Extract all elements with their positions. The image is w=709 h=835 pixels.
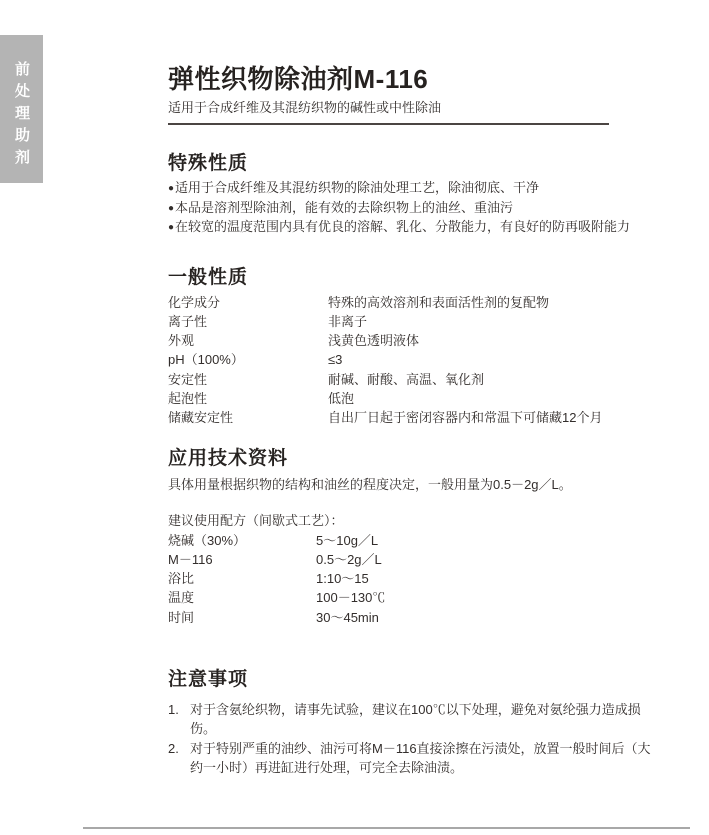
bullet-list (168, 179, 663, 238)
page-title: 弹性织物除油剂M-116 (168, 64, 429, 94)
bullet-item (168, 199, 663, 219)
recipe-value: 1:10～15 (316, 571, 369, 587)
property-row (168, 331, 663, 350)
footer-divider (83, 827, 690, 829)
recipe-row (168, 550, 663, 569)
recipe-row (168, 588, 663, 607)
bullet-text: 本品是溶剂型除油剂，能有效的去除织物上的油丝、重油污 (175, 199, 514, 215)
bullet-item (168, 218, 663, 238)
property-label: 储藏安定性 (168, 410, 234, 426)
property-value: ≤3 (328, 352, 343, 368)
page-subtitle: 适用于合成纤维及其混纺织物的碱性或中性除油 (168, 100, 442, 115)
recipe-label: 浴比 (168, 571, 195, 587)
bullet-text: 在较宽的温度范围内具有优良的溶解、乳化、分散能力，有良好的防再吸附能力 (175, 219, 631, 234)
property-label: 外观 (168, 333, 195, 349)
bullet-icon: ● (168, 222, 175, 233)
note-text: 对于含氨纶织物，请事先试验，建议在100℃以下处理，避免对氨纶强力造成损伤。 (190, 702, 641, 737)
section-heading-notes: 注意事项 (168, 669, 249, 691)
recipe-value: 0.5～2g／L (316, 551, 382, 567)
bullet-icon: ● (168, 202, 175, 214)
recipe-label: 时间 (168, 609, 195, 625)
bullet-item (168, 179, 663, 199)
property-value: 耐碱、耐酸、高温、氧化剂 (328, 371, 485, 387)
property-label: 化学成分 (168, 294, 221, 310)
note-item (168, 700, 663, 739)
category-tab (0, 35, 43, 183)
recipe-value: 5～10g／L (316, 532, 379, 548)
application-intro: 具体用量根据织物的结构和油丝的程度决定，一般用量为0.5－2g／L。 (168, 476, 572, 492)
note-number: 1. (168, 702, 179, 718)
property-row (168, 293, 663, 312)
section-heading-general: 一般性质 (168, 266, 249, 288)
property-label: 起泡性 (168, 390, 208, 406)
recipe-table (168, 531, 663, 627)
property-row (168, 408, 663, 427)
recipe-row (168, 569, 663, 588)
notes-list (168, 700, 663, 777)
property-row (168, 312, 663, 331)
section-notes (168, 668, 663, 777)
section-special-properties (168, 152, 663, 238)
property-table (168, 293, 663, 428)
property-label: 离子性 (168, 313, 208, 329)
section-heading-application: 应用技术资料 (168, 447, 289, 469)
property-label: pH（100%） (168, 352, 244, 368)
property-value: 自出厂日起于密闭容器内和常温下可储藏12个月 (328, 410, 603, 426)
recipe-label: 温度 (168, 590, 195, 606)
recipe-value: 30～45min (316, 609, 379, 625)
property-row (168, 389, 663, 408)
property-row (168, 370, 663, 389)
recipe-label: M－116 (168, 551, 213, 567)
bullet-icon: ● (168, 183, 175, 194)
property-value: 非离子 (328, 313, 368, 329)
note-item (168, 739, 663, 778)
category-tab-label: 前处理助剂 (13, 61, 30, 171)
property-label: 安定性 (168, 371, 208, 387)
recipe-value: 100－130℃ (316, 590, 386, 606)
property-value: 浅黄色透明液体 (328, 333, 420, 349)
property-row (168, 350, 663, 369)
recipe-title: 建议使用配方（间歇式工艺）： (168, 512, 344, 528)
bullet-text: 适用于合成纤维及其混纺织物的除油处理工艺，除油彻底、干净 (175, 180, 540, 195)
section-application-data (168, 447, 663, 627)
note-text: 对于特别严重的油纱、油污可将M－116直接涂擦在污渍处，放置一般时间后（大约一小时）再进缸进行处理，可完全去除油渍。 (190, 740, 651, 775)
content-column (168, 0, 663, 777)
property-value: 特殊的高效溶剂和表面活性剂的复配物 (328, 294, 550, 310)
header-divider (168, 123, 609, 125)
recipe-row (168, 608, 663, 627)
recipe-label: 烧碱（30%） (168, 532, 247, 548)
section-general-properties (168, 266, 663, 428)
section-heading-special: 特殊性质 (168, 153, 249, 174)
recipe-row (168, 531, 663, 550)
note-number: 2. (168, 740, 179, 756)
property-value: 低泡 (328, 390, 355, 406)
